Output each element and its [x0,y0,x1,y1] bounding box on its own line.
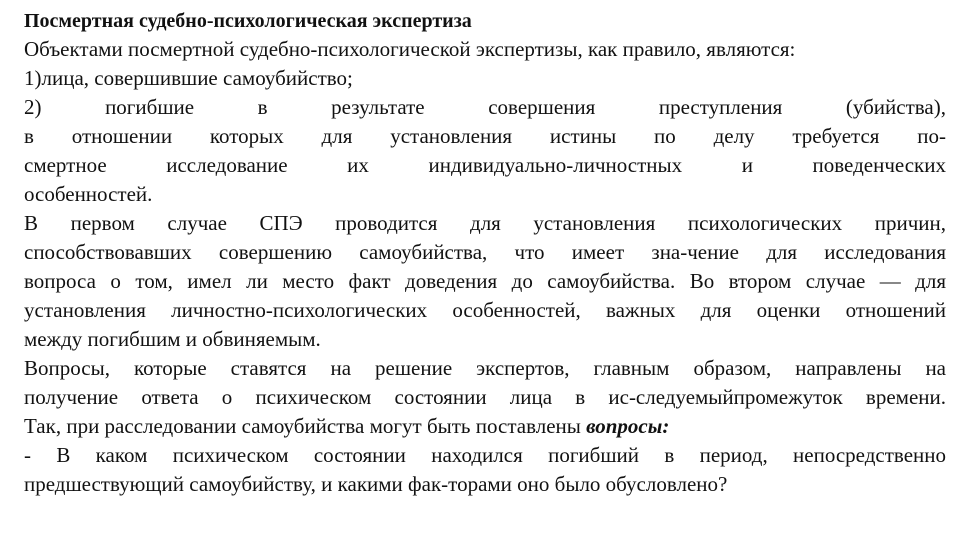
page-title: Посмертная судебно-психологическая экспертиза [24,10,472,32]
questions-label: вопросы: [586,414,670,438]
list-item-1: 1)лица, совершившие самоубийство; [24,66,353,90]
paragraph-1-line-2: способствовавших совершению самоубийства, что имеет зна-чение для исследования [24,240,946,264]
paragraph-1-line-1: В первом случае СПЭ проводится для установления психологических причин, [24,211,946,235]
list-item-2-line-3: смертное исследование их индивидуально-личностных и поведенческих [24,153,946,177]
document-slide [24,8,946,499]
paragraph-1-line-3: вопроса о том, имел ли место факт доведения до самоубийства. Во втором случае — для [24,269,946,293]
paragraph-1-line-4: установления личностно-психологических особенностей, важных для оценки отношений [24,298,946,322]
question-line-1: - В каком психическом состоянии находился погибший в период, непосредственно [24,443,946,467]
list-item-2-line-2: в отношении которых для установления истины по делу требуется по- [24,124,946,148]
paragraph-2-line-1: Вопросы, которые ставятся на решение экспертов, главным образом, направлены на [24,356,946,380]
paragraph-1-line-5: между погибшим и обвиняемым. [24,327,321,351]
intro-text: Объектами посмертной судебно-психологической экспертизы, как правило, являются: [24,37,796,61]
paragraph-3 [24,412,946,441]
question-line-2: предшествующий самоубийству, и какими фак-торами оно было обусловлено? [24,472,728,496]
paragraph-3-text: Так, при расследовании самоубийства могут быть поставлены [24,414,587,438]
list-item-2-line-4: особенностей. [24,182,153,206]
list-item-2-line-1: 2) погибшие в результате совершения преступления (убийства), [24,95,946,119]
paragraph-2-line-2: получение ответа о психическом состоянии лица в ис-следуемыйпромежуток времени. [24,385,946,409]
